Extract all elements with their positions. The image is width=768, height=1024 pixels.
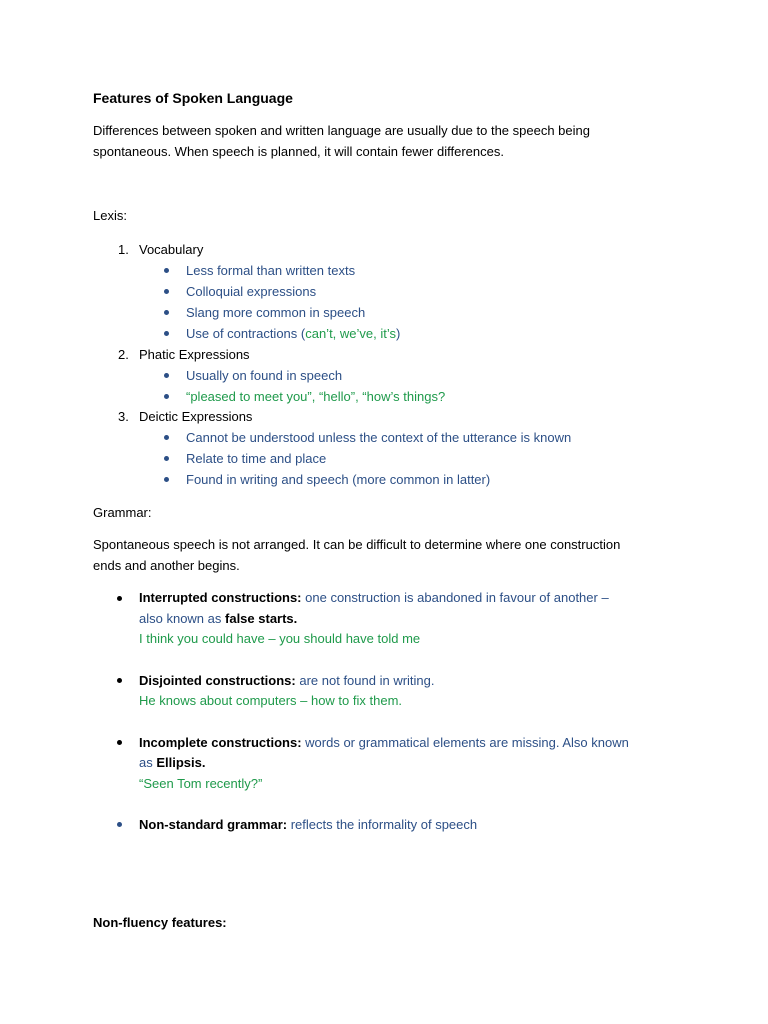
incomplete-line-2: as Ellipsis. — [139, 755, 206, 770]
list-item: Slang more common in speech — [186, 305, 366, 320]
list-item: “pleased to meet you”, “hello”, “how’s things? — [186, 389, 446, 404]
bullet-icon — [164, 373, 169, 378]
bullet-icon — [117, 596, 122, 601]
bullet-icon — [164, 394, 169, 399]
list-item-contractions: Use of contractions (can’t, we’ve, it’s) — [186, 326, 401, 341]
bullet-icon — [117, 678, 122, 683]
bullet-icon — [164, 435, 169, 440]
interrupted-line-2: also known as false starts. — [139, 611, 298, 626]
interrupted-example: I think you could have – you should have told me — [139, 631, 421, 646]
bullet-icon — [164, 268, 169, 273]
incomplete-line-1: Incomplete constructions: words or grammatical elements are missing. Also known — [139, 735, 629, 750]
list-item: Less formal than written texts — [186, 263, 356, 278]
list-number: 1. — [118, 242, 129, 257]
list-item: Colloquial expressions — [186, 284, 317, 299]
bullet-icon — [164, 289, 169, 294]
vocabulary-title: Vocabulary — [139, 242, 204, 257]
list-item: Relate to time and place — [186, 451, 327, 466]
bullet-icon — [117, 740, 122, 745]
disjointed-line-1: Disjointed constructions: are not found in writing. — [139, 673, 435, 688]
deictic-title: Deictic Expressions — [139, 409, 253, 424]
grammar-intro-line-2: ends and another begins. — [93, 558, 240, 573]
list-item: Cannot be understood unless the context of the utterance is known — [186, 430, 572, 445]
grammar-heading: Grammar: — [93, 505, 152, 520]
bullet-icon — [164, 477, 169, 482]
list-number: 2. — [118, 347, 129, 362]
bullet-icon — [164, 456, 169, 461]
phatic-title: Phatic Expressions — [139, 347, 250, 362]
list-number: 3. — [118, 409, 129, 424]
grammar-intro-line-1: Spontaneous speech is not arranged. It can be difficult to determine where one construction — [93, 537, 621, 552]
bullet-icon — [164, 310, 169, 315]
list-item: Usually on found in speech — [186, 368, 343, 383]
incomplete-example: “Seen Tom recently?” — [139, 776, 263, 791]
page-title: Features of Spoken Language — [93, 90, 293, 106]
nonstandard-line: Non-standard grammar: reflects the informality of speech — [139, 817, 478, 832]
lexis-heading: Lexis: — [93, 208, 127, 223]
bullet-icon — [164, 331, 169, 336]
interrupted-line-1: Interrupted constructions: one construction is abandoned in favour of another – — [139, 590, 609, 605]
bullet-icon — [117, 822, 122, 827]
intro-line-1: Differences between spoken and written language are usually due to the speech being — [93, 123, 590, 138]
disjointed-example: He knows about computers – how to fix them. — [139, 693, 403, 708]
intro-line-2: spontaneous. When speech is planned, it will contain fewer differences. — [93, 144, 504, 159]
list-item: Found in writing and speech (more common in latter) — [186, 472, 491, 487]
nonfluency-heading: Non-fluency features: — [93, 915, 227, 930]
